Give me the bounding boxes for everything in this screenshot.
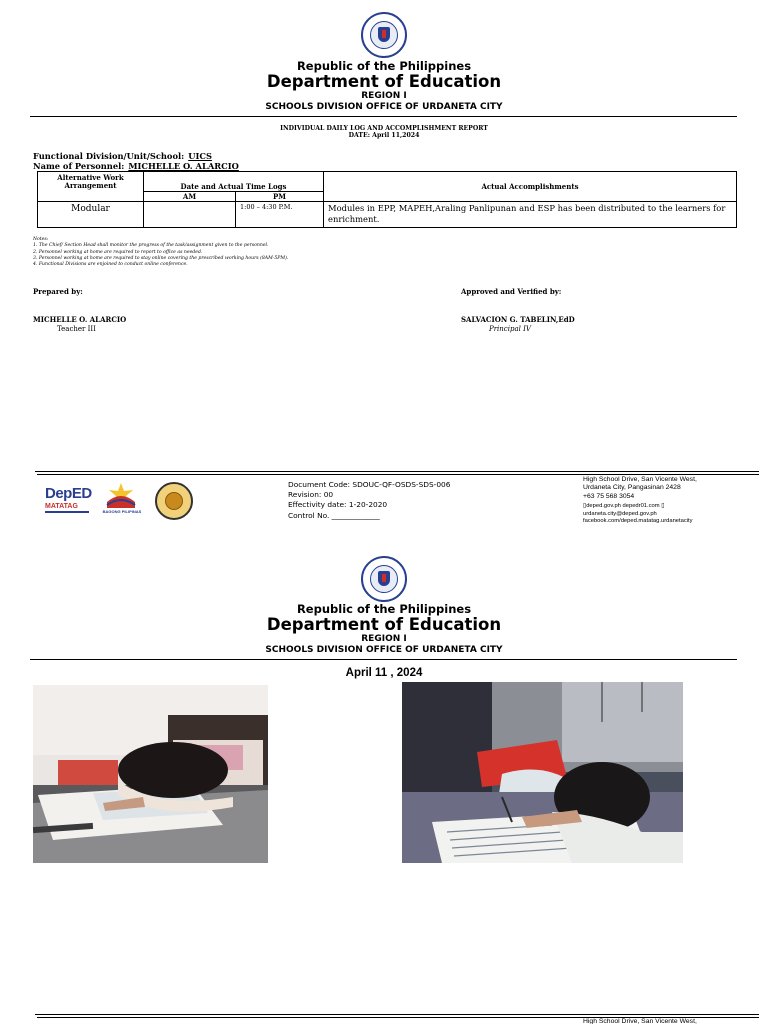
approved-title: Principal IV	[489, 325, 531, 333]
col-arrangement: Alternative Work Arrangement	[38, 172, 144, 192]
cell-accomplishment: Modules in EPP, MAPEH,Araling Panlipunan and ESP has been distributed to the learners for enrichment.	[324, 202, 737, 228]
address-line-1-page2: High School Drive, San Vicente West,	[583, 1018, 697, 1024]
learner-studying-image-2	[402, 682, 683, 863]
personnel-value: MICHELLE O. ALARCIO	[128, 161, 239, 171]
bagong-pilipinas-text: BAGONG PILIPINAS	[102, 509, 142, 514]
division-field	[33, 151, 212, 161]
approved-name: SALVACION G. TABELIN,EdD	[461, 315, 575, 324]
email-link[interactable]: urdaneta.city@deped.gov.ph	[583, 510, 657, 517]
note-item: 3. Personnel working at home are required to stay online covering the prescribed working hours (8AM-5PM).	[33, 255, 289, 261]
personnel-label: Name of Personnel:	[33, 161, 125, 171]
header-divider	[30, 116, 737, 117]
report-date: DATE: April 11,2024	[348, 132, 420, 139]
report-title: INDIVIDUAL DAILY LOG AND ACCOMPLISHMENT REPORT	[280, 125, 488, 132]
phone: +63 75 568 3054	[583, 492, 635, 500]
prepared-title: Teacher III	[57, 325, 96, 333]
doc-control: Control No. _____________	[288, 510, 380, 520]
bagong-pilipinas-logo	[102, 482, 140, 518]
header-division: SCHOOLS DIVISION OFFICE OF URDANETA CITY	[265, 102, 503, 112]
personnel-field	[33, 161, 239, 171]
deped-seal-page2	[361, 556, 407, 602]
header-department: Department of Education	[266, 72, 502, 91]
note-item: 2. Personnel working at home are required to report to office as needed.	[33, 249, 203, 255]
header-divider-page2	[30, 659, 737, 660]
table-row	[38, 202, 737, 228]
cell-arrangement: Modular	[38, 202, 144, 228]
learner-studying-image-1	[33, 685, 268, 863]
division-label: Functional Division/Unit/School:	[33, 151, 185, 161]
facebook-link[interactable]: facebook.com/deped.matatag.urdanetacity	[583, 518, 693, 525]
note-item: 1. The Chief/ Section Head shall monitor the progress of the task/assignment given to the personnel.	[33, 243, 269, 249]
note-item: 4. Functional Divisions are enjoined to conduct online conference.	[33, 262, 188, 268]
col-accomplishments: Actual Accomplishments	[324, 172, 737, 202]
header-region: REGION I	[361, 91, 407, 101]
header-republic-page2: Republic of the Philippines	[296, 602, 472, 616]
daily-log-table	[37, 171, 737, 228]
deped-logo-text: DepED	[45, 485, 92, 502]
document-control-info	[288, 480, 450, 521]
col-arrangement-cont	[38, 192, 144, 202]
footer-divider	[35, 471, 759, 472]
office-address-page2	[583, 1018, 697, 1024]
photo-date: April 11 , 2024	[345, 667, 423, 679]
col-pm: PM	[236, 192, 324, 202]
globe-icon: ▯	[583, 503, 587, 510]
address-line-2: Urdaneta City, Pangasinan 2428	[583, 484, 681, 492]
shield-icon	[378, 571, 390, 586]
photo-learner-1	[33, 685, 268, 863]
address-line-1: High School Drive, San Vicente West,	[583, 476, 697, 483]
doc-code: Document Code: SDOUC-QF-OSDS-SDS-006	[288, 480, 451, 489]
header-republic: Republic of the Philippines	[296, 59, 472, 73]
sun-icon	[105, 482, 137, 508]
office-address	[583, 476, 697, 526]
doc-revision: Revision: 00	[288, 490, 334, 500]
doc-effectivity: Effectivity date: 1-20-2020	[288, 500, 388, 510]
shield-icon	[378, 27, 390, 42]
matatag-logo-text: MATATAG	[45, 503, 78, 510]
cell-pm: 1:00 – 4:30 P.M.	[236, 202, 324, 228]
col-date-time: Date and Actual Time Logs	[144, 172, 324, 192]
deped-matatag-logo	[45, 485, 93, 519]
header-division-page2: SCHOOLS DIVISION OFFICE OF URDANETA CITY	[265, 645, 503, 655]
division-value: UICS	[188, 151, 212, 161]
header-department-page2: Department of Education	[266, 615, 502, 634]
col-am: AM	[144, 192, 236, 202]
photo-learner-2	[402, 682, 683, 863]
notes-heading: Notes:	[33, 237, 49, 242]
prepared-label: Prepared by:	[33, 287, 83, 296]
footer-divider-page2	[35, 1014, 759, 1015]
header-region-page2: REGION I	[361, 634, 407, 644]
mail-icon: ▯	[661, 503, 665, 510]
approved-label: Approved and Verified by:	[461, 287, 562, 296]
urdaneta-city-seal	[155, 482, 193, 520]
footer-divider-2	[37, 474, 759, 475]
notes-block	[33, 237, 288, 268]
prepared-name: MICHELLE O. ALARCIO	[33, 315, 127, 324]
cell-date	[144, 202, 236, 228]
table-header-row	[38, 172, 737, 192]
web-links[interactable]: ▯deped.gov.ph depedr01.com ▯	[583, 503, 665, 510]
deped-seal	[361, 12, 407, 58]
